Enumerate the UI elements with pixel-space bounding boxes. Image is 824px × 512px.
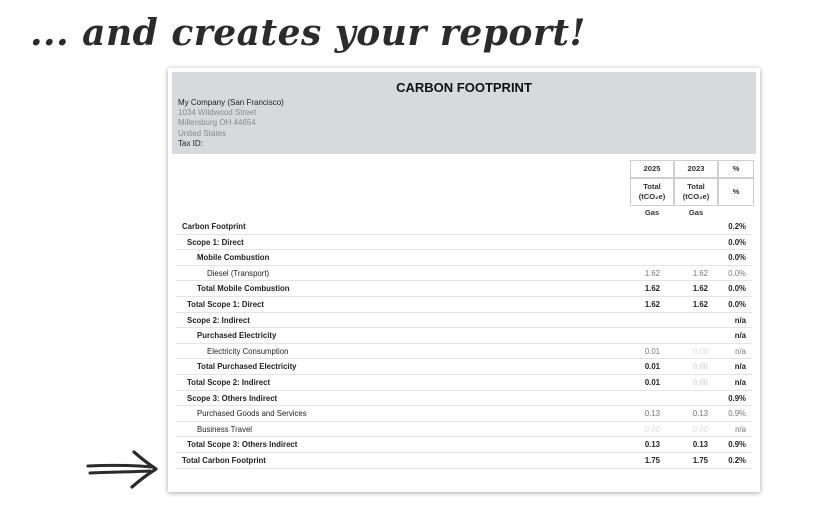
value-2023: 1.62	[692, 268, 708, 278]
table-header	[630, 160, 754, 206]
headline: ... and creates your report!	[30, 12, 586, 54]
percent-value: 0.0%	[728, 268, 746, 278]
table-row	[176, 422, 752, 438]
company-info	[178, 98, 284, 149]
company-tax-id: Tax ID:	[178, 138, 203, 148]
percent-value: 0.0%	[728, 300, 746, 309]
value-2025: 0.13	[644, 409, 660, 419]
table-row	[176, 281, 752, 297]
value-2023: 0.00	[692, 362, 708, 372]
report-header	[172, 72, 756, 154]
row-label: Scope 1: Direct	[187, 237, 244, 247]
row-label: Carbon Footprint	[182, 222, 246, 231]
row-label: Scope 3: Others Indirect	[187, 393, 278, 403]
table-row	[176, 344, 752, 360]
value-2023: 0.13	[692, 440, 708, 450]
percent-value: n/a	[734, 362, 746, 372]
table-row	[176, 250, 752, 266]
percent-value: 0.0%	[728, 284, 746, 294]
percent-value: 0.2%	[728, 456, 746, 465]
value-2025: 0.00	[644, 424, 660, 434]
row-label: Total Scope 1: Direct	[187, 300, 264, 309]
table-row	[176, 297, 752, 313]
value-2023: 0.00	[692, 346, 708, 356]
gas-label-1: Gas	[644, 208, 660, 217]
row-label: Total Purchased Electricity	[197, 362, 297, 372]
value-2025: 0.01	[644, 362, 660, 372]
percent-subheader: %	[718, 178, 754, 206]
value-2025: 0.01	[644, 378, 660, 387]
company-name: My Company (San Francisco)	[178, 98, 284, 107]
value-2025: 0.01	[644, 346, 660, 356]
value-2025: 1.62	[644, 300, 660, 309]
row-label: Business Travel	[197, 424, 253, 434]
percent-value: 0.9%	[728, 393, 746, 403]
total-subheader-2: Total (tCO₂e)	[674, 178, 718, 206]
row-label: Total Carbon Footprint	[182, 456, 266, 465]
value-2023: 1.75	[692, 456, 708, 465]
table-row	[176, 391, 752, 407]
row-label: Purchased Electricity	[197, 331, 277, 341]
table-row	[176, 375, 752, 391]
value-2023: 0.13	[692, 409, 708, 419]
percent-value: 0.9%	[728, 409, 746, 419]
row-label: Total Scope 3: Others Indirect	[187, 440, 298, 450]
row-label: Total Scope 2: Indirect	[187, 378, 271, 387]
year-header-1: 2025	[630, 160, 674, 178]
percent-value: 0.0%	[728, 237, 746, 247]
company-country: United States	[178, 128, 227, 138]
row-label: Diesel (Transport)	[207, 268, 270, 278]
report-page	[168, 68, 760, 492]
table-row	[176, 406, 752, 422]
gas-label-2: Gas	[688, 208, 704, 217]
percent-value: 0.2%	[728, 222, 746, 231]
table-row	[176, 437, 752, 453]
percent-value: n/a	[734, 378, 746, 387]
value-2023: 1.62	[692, 300, 708, 309]
table-row	[176, 313, 752, 329]
value-2023: 0.00	[692, 378, 708, 387]
value-2025: 0.13	[644, 440, 660, 450]
row-label: Electricity Consumption	[207, 346, 289, 356]
percent-value: 0.0%	[728, 253, 746, 263]
arrow-right-icon	[86, 446, 160, 492]
value-2025: 1.62	[644, 284, 660, 294]
year-header-2: 2023	[674, 160, 718, 178]
row-label: Scope 2: Indirect	[187, 315, 250, 325]
table-row	[176, 328, 752, 344]
table-row	[176, 235, 752, 251]
table-row	[176, 453, 752, 469]
value-2025: 1.75	[644, 456, 660, 465]
row-label: Purchased Goods and Services	[197, 409, 307, 419]
percent-value: n/a	[735, 346, 746, 356]
company-street: 1034 Wildwood Street	[178, 108, 257, 118]
report-title: CARBON FOOTPRINT	[396, 80, 532, 95]
table-row	[176, 266, 752, 282]
table-row	[176, 359, 752, 375]
company-city: Millersburg OH 44654	[178, 118, 256, 128]
percent-value: n/a	[734, 331, 746, 341]
value-2025: 1.62	[644, 268, 660, 278]
row-label: Mobile Combustion	[197, 253, 270, 263]
value-2023: 0.00	[692, 424, 708, 434]
percent-header: %	[718, 160, 754, 178]
value-2023: 1.62	[692, 284, 708, 294]
table-row	[176, 219, 752, 235]
percent-value: n/a	[734, 315, 746, 325]
percent-value: n/a	[735, 424, 746, 434]
total-subheader-1: Total (tCO₂e)	[630, 178, 674, 206]
row-label: Total Mobile Combustion	[197, 284, 290, 294]
percent-value: 0.9%	[728, 440, 746, 450]
